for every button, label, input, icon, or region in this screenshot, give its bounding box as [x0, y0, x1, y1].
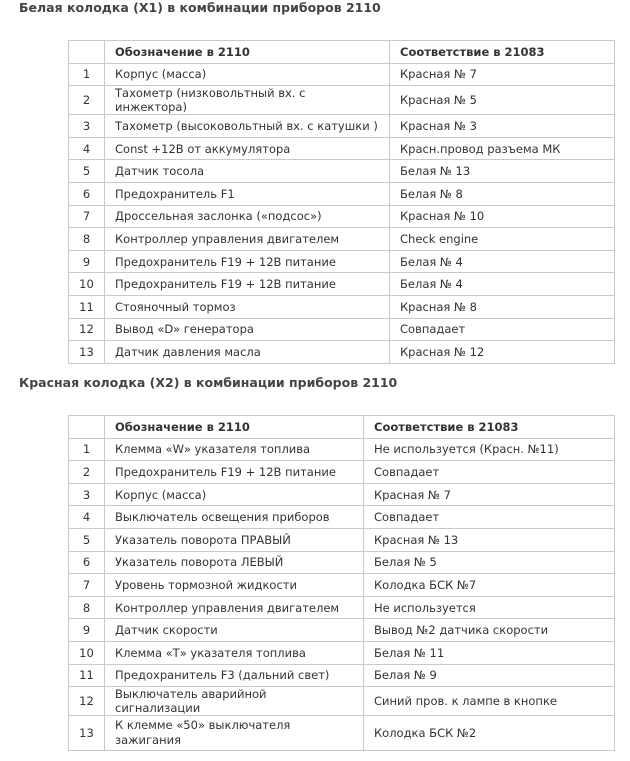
pin-number: 7: [69, 574, 105, 597]
designation-cell: Клемма «Т» указателя топлива: [105, 641, 364, 664]
correspondence-cell: Красная № 7: [390, 63, 615, 86]
designation-cell: Указатель поворота ЛЕВЫЙ: [105, 551, 364, 574]
pin-number: 8: [69, 596, 105, 619]
correspondence-cell: Красная № 8: [390, 295, 615, 318]
header-correspondence: Соответствие в 21083: [390, 41, 615, 64]
designation-cell: К клемме «50» выключателя зажигания: [105, 716, 364, 751]
pin-number: 8: [69, 228, 105, 251]
pin-number: 7: [69, 205, 105, 228]
correspondence-cell: Не используется: [364, 596, 615, 619]
pin-number: 3: [69, 115, 105, 138]
pin-number: 10: [69, 273, 105, 296]
table-row: [69, 115, 615, 138]
pin-number: 1: [69, 438, 105, 461]
correspondence-cell: Красная № 3: [390, 115, 615, 138]
table-row: [69, 596, 615, 619]
white-connector-table: [68, 40, 615, 364]
table-row: [69, 528, 615, 551]
table-row: [69, 664, 615, 687]
correspondence-cell: Не используется (Красн. №11): [364, 438, 615, 461]
designation-cell: Const +12В от аккумулятора: [105, 137, 390, 160]
pin-number: 13: [69, 716, 105, 751]
pin-number: 5: [69, 160, 105, 183]
designation-cell: Уровень тормозной жидкости: [105, 574, 364, 597]
table-row: [69, 160, 615, 183]
pin-number: 3: [69, 483, 105, 506]
table-row: [69, 461, 615, 484]
designation-cell: Датчик скорости: [105, 619, 364, 642]
correspondence-cell: Белая № 11: [364, 641, 615, 664]
red-connector-table: [68, 415, 615, 751]
designation-cell: Указатель поворота ПРАВЫЙ: [105, 528, 364, 551]
pin-number: 10: [69, 641, 105, 664]
designation-cell: Клемма «W» указателя топлива: [105, 438, 364, 461]
correspondence-cell: Белая № 4: [390, 273, 615, 296]
pin-number: 1: [69, 63, 105, 86]
designation-cell: Контроллер управления двигателем: [105, 596, 364, 619]
header-designation: Обозначение в 2110: [105, 416, 364, 439]
table-row: [69, 137, 615, 160]
correspondence-cell: Совпадает: [364, 461, 615, 484]
table-row: [69, 483, 615, 506]
correspondence-cell: Белая № 9: [364, 664, 615, 687]
correspondence-cell: Совпадает: [364, 506, 615, 529]
table-row: [69, 318, 615, 341]
table-header-row: [69, 41, 615, 64]
table-row: [69, 687, 615, 716]
header-designation: Обозначение в 2110: [105, 41, 390, 64]
pin-number: 2: [69, 461, 105, 484]
pin-number: 13: [69, 341, 105, 364]
pin-number: 6: [69, 182, 105, 205]
designation-cell: Дроссельная заслонка («подсос»): [105, 205, 390, 228]
correspondence-cell: Белая № 8: [390, 182, 615, 205]
correspondence-cell: Красн.провод разъема МК: [390, 137, 615, 160]
correspondence-cell: Синий пров. к лампе в кнопке: [364, 687, 615, 716]
correspondence-cell: Колодка БСК №2: [364, 716, 615, 751]
pin-number: 11: [69, 295, 105, 318]
designation-cell: Стояночный тормоз: [105, 295, 390, 318]
designation-cell: Датчик давления масла: [105, 341, 390, 364]
correspondence-cell: Колодка БСК №7: [364, 574, 615, 597]
correspondence-cell: Красная № 7: [364, 483, 615, 506]
designation-cell: Выключатель освещения приборов: [105, 506, 364, 529]
designation-cell: Датчик тосола: [105, 160, 390, 183]
pin-number: 6: [69, 551, 105, 574]
table-row: [69, 63, 615, 86]
correspondence-cell: Белая № 4: [390, 250, 615, 273]
table-row: [69, 716, 615, 751]
header-number: [69, 41, 105, 64]
pin-number: 11: [69, 664, 105, 687]
designation-cell: Предохранитель F1: [105, 182, 390, 205]
pin-number: 4: [69, 137, 105, 160]
designation-cell: Контроллер управления двигателем: [105, 228, 390, 251]
table-row: [69, 341, 615, 364]
table-header-row: [69, 416, 615, 439]
header-correspondence: Соответствие в 21083: [364, 416, 615, 439]
table-row: [69, 295, 615, 318]
section-title-white-connector: Белая колодка (X1) в комбинации приборов 2110: [19, 0, 381, 15]
table-row: [69, 574, 615, 597]
header-number: [69, 416, 105, 439]
designation-cell: Предохранитель F19 + 12В питание: [105, 273, 390, 296]
pin-number: 9: [69, 619, 105, 642]
designation-cell: Предохранитель F19 + 12В питание: [105, 250, 390, 273]
correspondence-cell: Вывод №2 датчика скорости: [364, 619, 615, 642]
designation-cell: Предохранитель F19 + 12В питание: [105, 461, 364, 484]
table-row: [69, 619, 615, 642]
table-row: [69, 641, 615, 664]
designation-cell: Корпус (масса): [105, 483, 364, 506]
correspondence-cell: Красная № 5: [390, 86, 615, 115]
table-row: [69, 228, 615, 251]
table-row: [69, 86, 615, 115]
pin-number: 5: [69, 528, 105, 551]
pin-number: 4: [69, 506, 105, 529]
table-row: [69, 506, 615, 529]
correspondence-cell: Совпадает: [390, 318, 615, 341]
table-row: [69, 551, 615, 574]
designation-cell: Тахометр (высоковольтный вх. с катушки ): [105, 115, 390, 138]
correspondence-cell: Белая № 5: [364, 551, 615, 574]
correspondence-cell: Красная № 12: [390, 341, 615, 364]
designation-cell: Тахометр (низковольтный вх. с инжектора): [105, 86, 390, 115]
table-row: [69, 273, 615, 296]
designation-cell: Предохранитель F3 (дальний свет): [105, 664, 364, 687]
correspondence-cell: Красная № 10: [390, 205, 615, 228]
pin-number: 2: [69, 86, 105, 115]
correspondence-cell: Красная № 13: [364, 528, 615, 551]
designation-cell: Выключатель аварийной сигнализации: [105, 687, 364, 716]
pin-number: 12: [69, 318, 105, 341]
section-title-red-connector: Красная колодка (X2) в комбинации приборов 2110: [19, 375, 398, 390]
designation-cell: Вывод «D» генератора: [105, 318, 390, 341]
correspondence-cell: Белая № 13: [390, 160, 615, 183]
pin-number: 12: [69, 687, 105, 716]
pin-number: 9: [69, 250, 105, 273]
table-row: [69, 182, 615, 205]
correspondence-cell: Check engine: [390, 228, 615, 251]
table-row: [69, 438, 615, 461]
designation-cell: Корпус (масса): [105, 63, 390, 86]
table-row: [69, 250, 615, 273]
table-row: [69, 205, 615, 228]
